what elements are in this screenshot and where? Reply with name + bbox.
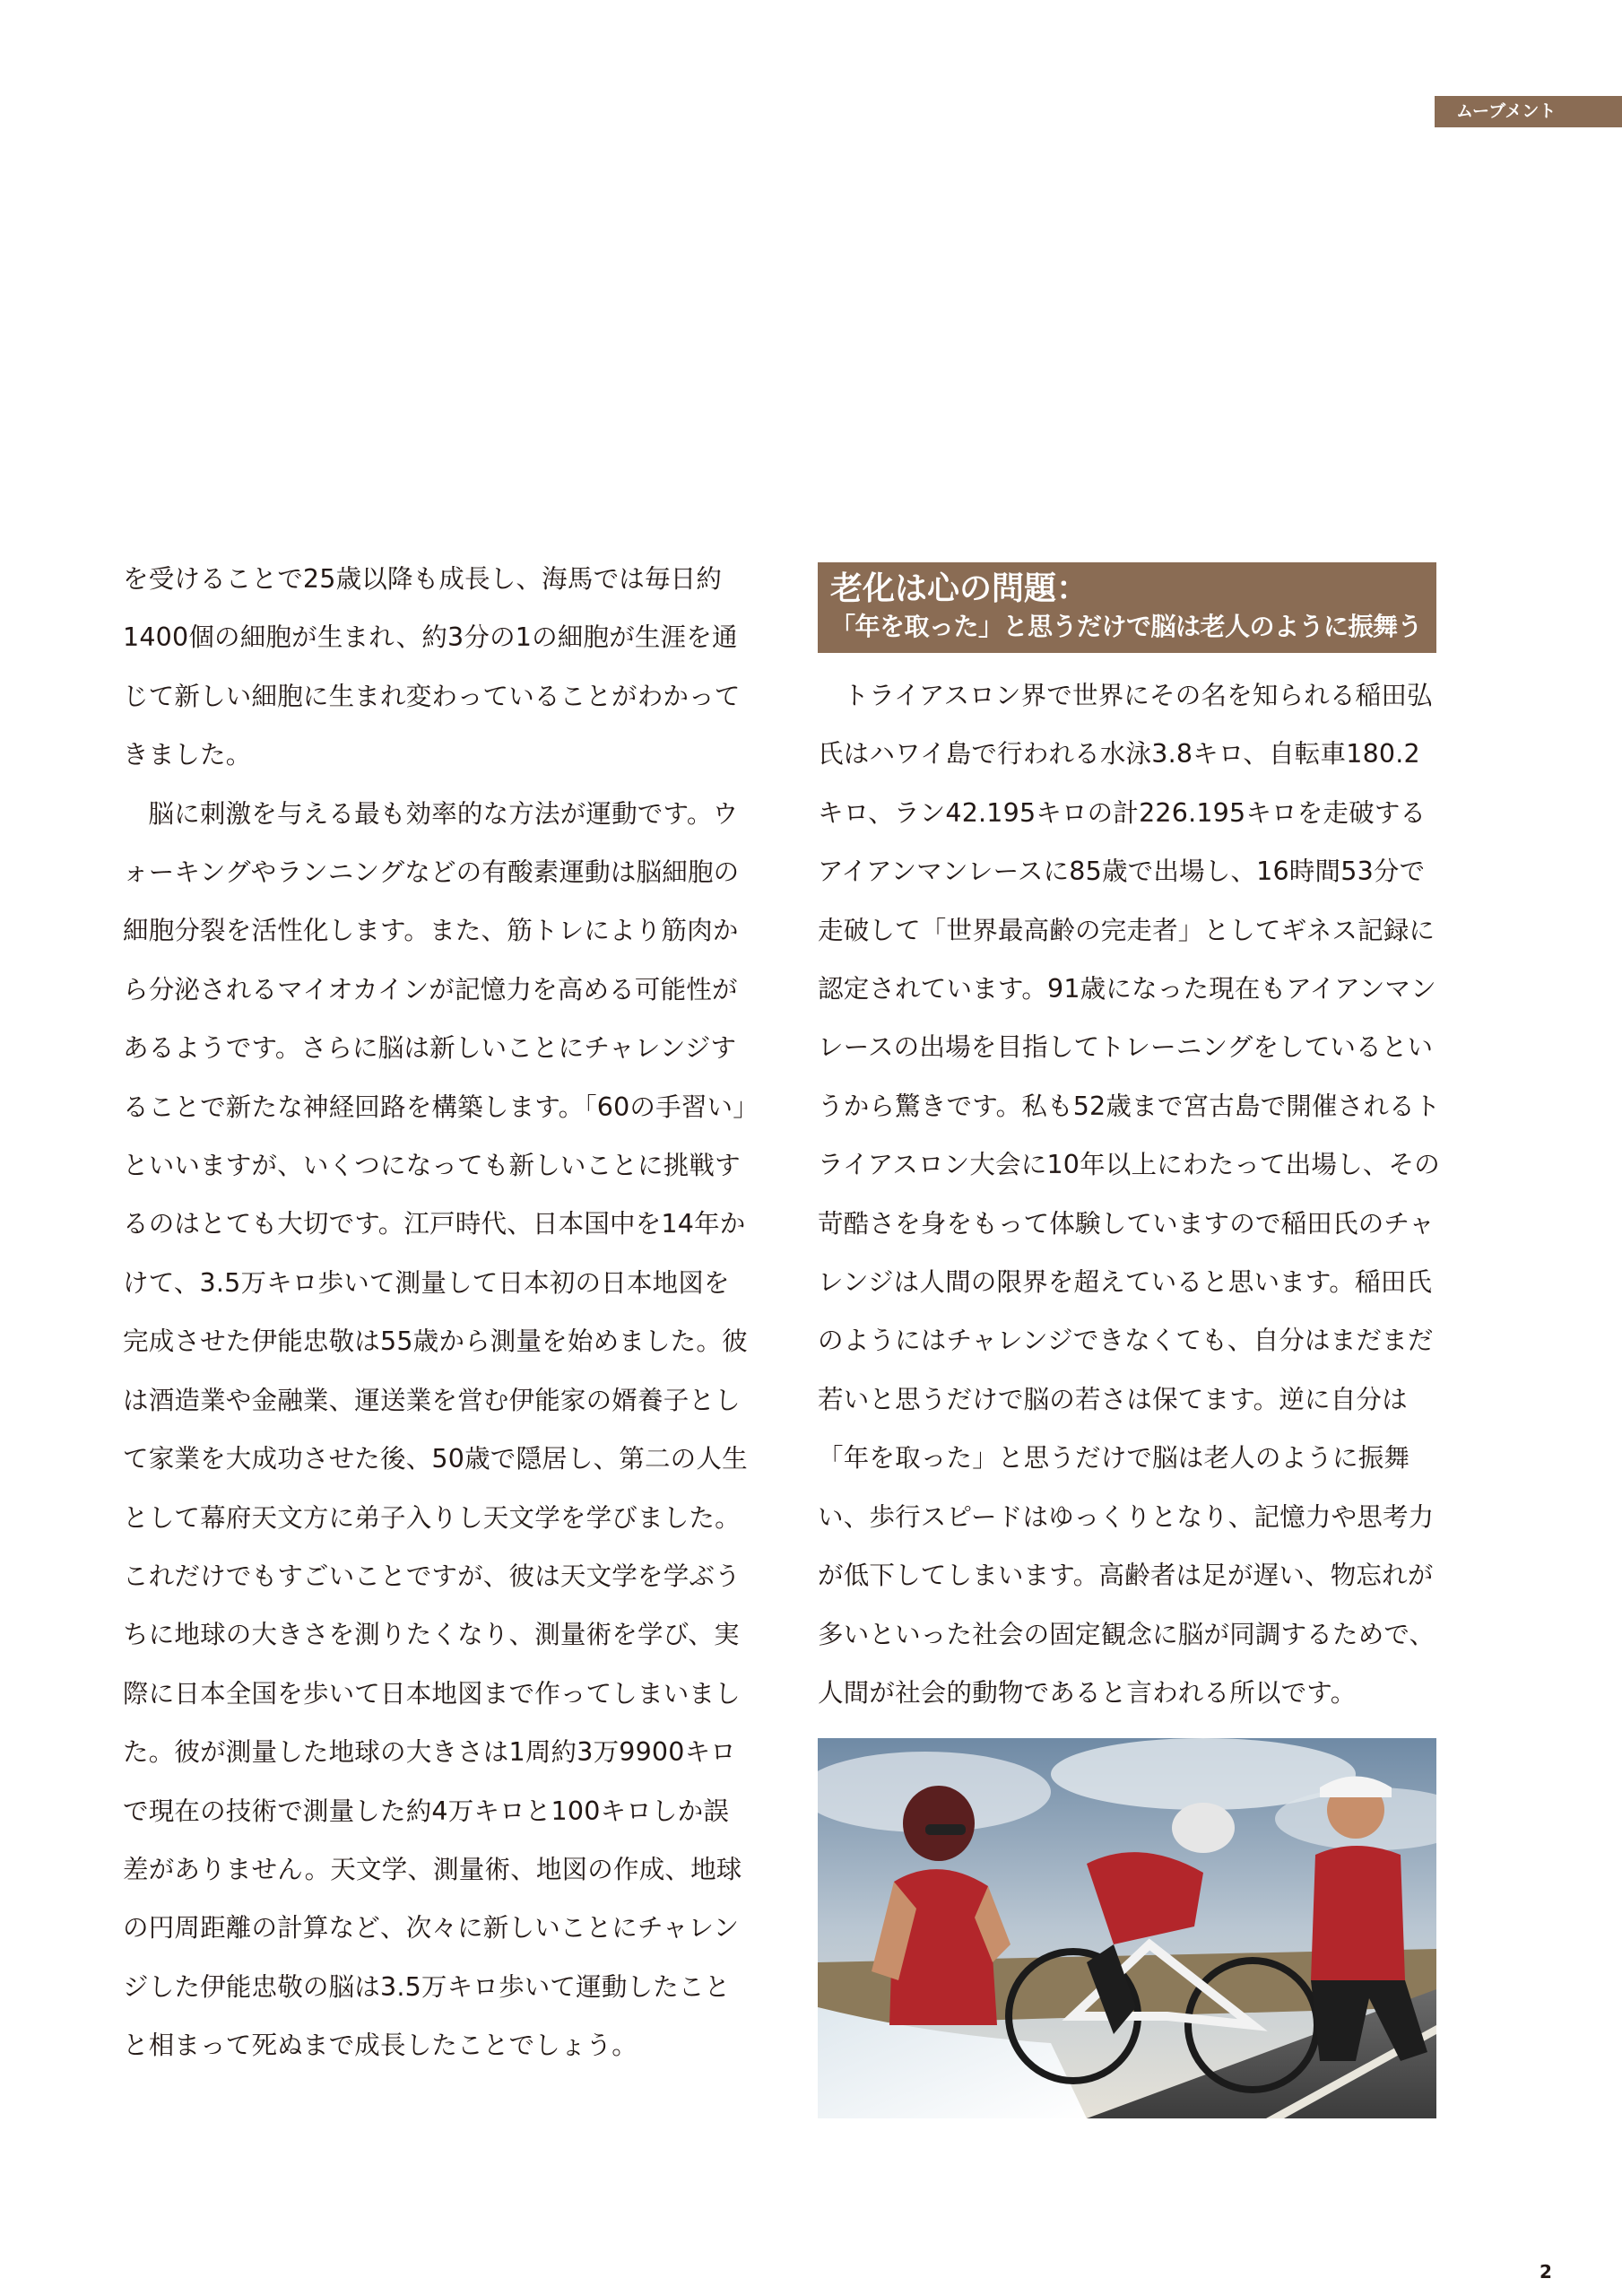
right-column [818, 666, 1445, 1722]
triathlon-photo [818, 1738, 1436, 2118]
page-number: 2 [1540, 2261, 1552, 2283]
section-heading [818, 562, 1436, 653]
section-tab: ムーブメント [1435, 96, 1622, 127]
paragraph: を受けることで25歳以降も成長し、海馬では毎日約1400個の細胞が生まれ、約3分の1の細胞が生涯を通じて新しい細胞に生まれ変わっていることがわかってきました。 [123, 564, 741, 770]
paragraph: トライアスロン界で世界にその名を知られる稲田弘氏はハワイ島で行われる水泳3.8キロ、自転車180.2キロ、ラン42.195キロの計226.195キロを走破するアイアンマンレースに85歳で出場し、16時間53分で走破して「世界最高齢の完走者」としてギネス記録に認定されています。91歳になった現在もアイアンマンレースの出場を目指してトレーニングをしているというから驚きです。私も52歳まで宮古島で開催されるトライアスロン大会に10年以上にわたって出場し、その苛酷さを身をもって体験していますので稲田氏のチャレンジは人間の限界を超えていると思います。稲田氏のようにはチャレンジできなくても、自分はまだまだ若いと思うだけで脳の若さは保てます。逆に自分は「年を取った」と思うだけで脳は老人のように振舞い、歩行スピードはゆっくりとなり、記憶力や思考力が低下してしまいます。高齢者は足が遅い、物忘れが多いといった社会の固定観念に脳が同調するためで、人間が社会的動物であると言われる所以です。 [818, 681, 1441, 1708]
heading-line-1: 老化は心の問題： [830, 570, 1089, 607]
triathlon-illustration [818, 1738, 1436, 2118]
paragraph: 脳に刺激を与える最も効率的な方法が運動です。ウォーキングやランニングなどの有酸素運動は脳細胞の細胞分裂を活性化します。また、筋トレにより筋肉から分泌されるマイオカインが記憶力を高める可能性があるようです。さらに脳は新しいことにチャレンジすることで新たな神経回路を構築します。「60の手習い」といいますが、いくつになっても新しいことに挑戦するのはとても大切です。江戸時代、日本国中を14年かけて、3.5万キロ歩いて測量して日本初の日本地図を完成させた伊能忠敬は55歳から測量を始めました。彼は酒造業や金融業、運送業を営む伊能家の婿養子として家業を大成功させた後、50歳で隠居し、第二の人生として幕府天文方に弟子入りし天文学を学びました。これだけでもすごいことですが、彼は天文学を学ぶうちに地球の大きさを測りたくなり、測量術を学び、実際に日本全国を歩いて日本地図まで作ってしまいました。彼が測量した地球の大きさは1周約3万9900キロで現在の技術で測量した約4万キロと100キロしか誤差がありません。天文学、測量術、地図の作成、地球の円周距離の計算など、次々に新しいことにチャレンジした伊能忠敬の脳は3.5万キロ歩いて運動したことと相まって死ぬまで成長したことでしょう。 [123, 798, 748, 2061]
left-column [123, 550, 750, 2075]
heading-line-2: 「年を取った」と思うだけで脳は老人のように振舞う [830, 612, 1423, 641]
